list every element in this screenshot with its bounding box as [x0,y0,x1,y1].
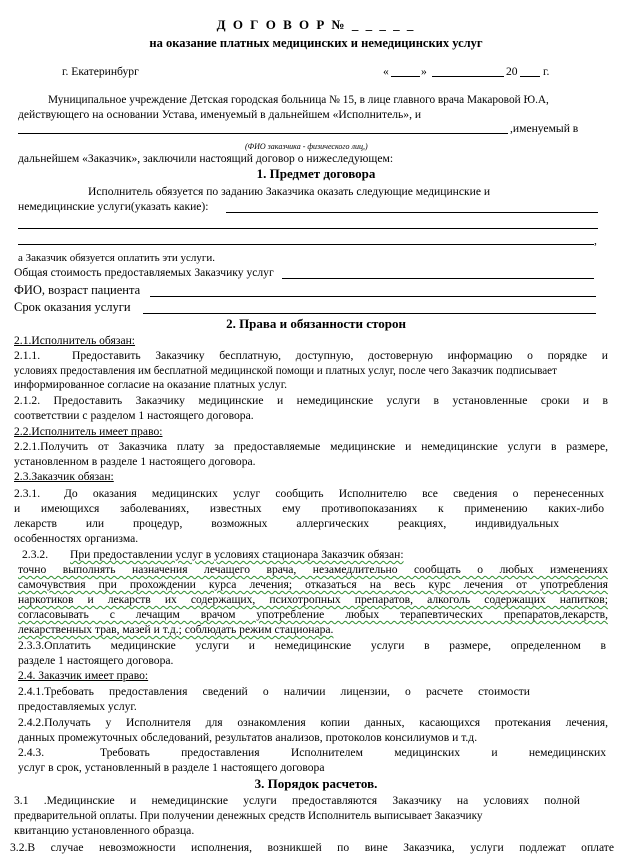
section-1-fio: ФИО, возраст пациента [14,283,141,297]
s23-heading: 2.3.Заказчик обязан: [14,470,114,483]
date-year-prefix: 20 [506,65,518,78]
s232-d: согласовывать с лечащим врачом употребление любых терапевтических препаратов,лекарств, [18,608,608,621]
s233-a: 2.3.3.Оплатить медицинские услуги и немедицинские услуги в размере, определенном в [18,639,606,652]
services-blank-2[interactable] [18,228,598,229]
s231-c: лекарств или процедур, возможных аллергических реакциях, индивидуальных [14,517,559,530]
s31-b: предварительной оплаты. При получении денежных средств Исполнитель выписывает Заказчику [14,810,483,822]
section-1-term: Срок оказания услуги [14,300,131,314]
fio-note: (ФИО заказчика - физического лиц,) [245,142,368,151]
section-1-p1: Исполнитель обязуется по заданию Заказчика оказать следующие медицинские и [88,185,491,198]
s31-c: квитанцию установленного образца. [14,824,195,837]
section-2-heading: 2. Права и обязанности сторон [226,316,406,331]
s212-b: соответствии с разделом 1 настоящего договора. [14,409,254,422]
s232-e: лекарственных трав, мазей и т.д.; соблюдать режим стационара. [18,623,334,636]
intro-line-3-end: ,именуемый в [510,122,579,135]
s243-a: Требовать предоставления Исполнителем медицинских и немедицинских [100,746,606,759]
s22-heading: 2.2.Исполнитель имеет право: [14,425,163,438]
s232-a: точно выполнять назначения лечащего врача, незамедлительно сообщать о любых изменениях [18,563,608,576]
cost-blank[interactable] [282,278,594,279]
intro-line-2: действующего на основании Устава, именуемый в дальнейшем «Исполнитель», и [18,108,422,121]
s232-num: 2.3.2. [22,548,49,561]
s242-b: данных промежуточных обследований, результатов анализов, протоколов консилиумов и т.д. [18,731,478,744]
s231-a: До оказания медицинских услуг сообщить Исполнителю все сведения о перенесенных [64,487,604,500]
s211-b: условиях предоставления им бесплатной медицинской помощи и платных услуг, после чего Заказчик подписывает [14,365,557,377]
city: г. Екатеринбург [62,65,139,78]
s221-b: установленном в разделе 1 настоящего договора. [14,455,256,468]
date-open-quote: « [383,65,389,78]
date-day-blank[interactable] [391,76,420,77]
section-3-heading: 3. Порядок расчетов. [254,776,378,791]
s232-b: самочувствия при прохождении курса лечения; отказаться на весь курс лечения от употребления [18,578,608,591]
s32-a: 3.2.В случае невозможности исполнения, возникшей по вине Заказчика, услуги подлежат оплате [10,841,614,854]
patient-blank[interactable] [150,296,596,297]
s232-c: наркотиков и лекарств их содержащих, психотропных препаратов, алкоголь содержащих напитков; [18,593,608,606]
intro-line-1: Муниципальное учреждение Детская городская больница № 15, в лице главного врача Макаровой Ю.А, [48,94,549,106]
section-1-p2: немедицинские услуги(указать какие): [18,200,209,213]
customer-name-blank[interactable] [18,133,508,134]
s221-a: 2.2.1.Получить от Заказчика плату за предоставляемые медицинские и немедицинские услуги в размере, [14,440,608,453]
s211-a: Предоставить Заказчику бесплатную, доступную, достоверную информацию о порядке и [72,349,608,362]
s243-num: 2.4.3. [18,746,45,759]
contract-subtitle: на оказание платных медицинских и немедицинских услуг [149,36,483,50]
s241-b: предоставляемых услуг. [18,700,137,713]
services-comma: , [594,234,597,247]
s231-num: 2.3.1. [14,487,41,500]
services-blank-1[interactable] [226,212,598,213]
term-blank[interactable] [143,313,596,314]
s241-a: 2.4.1.Требовать предоставления сведений о наличии лицензии, о расчете стоимости [18,685,530,698]
s21-heading: 2.1.Исполнитель обязан: [14,334,136,347]
date-month-blank[interactable] [432,76,504,77]
date-close-quote: » [421,65,427,78]
s211-c: информированное согласие на оказание платных услуг. [14,378,288,391]
s232-head: При предоставлении услуг в условиях стационара Заказчик обязан: [70,548,404,561]
s231-b: и имеющихся заболеваниях, известных ему противопоказаниях к применению каких-либо [14,502,604,515]
intro-line-4: дальнейшем «Заказчик», заключили настоящий договор о нижеследующем: [18,152,394,165]
s31-a: 3.1 .Медицинские и немедицинские услуги предоставляются Заказчику на условиях полной [14,794,580,807]
s211-num: 2.1.1. [14,349,41,362]
services-blank-3[interactable] [18,244,594,245]
s243-b: услуг в срок, установленный в разделе 1 настоящего договора [18,761,325,774]
s242-a: 2.4.2.Получать у Исполнителя для ознакомления копии данных, касающихся протекания лечения, [18,716,608,729]
date-year-blank[interactable] [520,76,540,77]
section-1-heading: 1. Предмет договора [256,166,376,181]
s212-a: 2.1.2. Предоставить Заказчику медицинские и немедицинские услуги в установленные сроки и в [14,394,608,407]
s233-b: разделе 1 настоящего договора. [18,654,174,667]
section-1-cost: Общая стоимость предоставляемых Заказчику услуг [14,266,274,279]
date-suffix: г. [543,65,550,78]
s24-heading: 2.4. Заказчик имеет право: [18,669,149,682]
s231-d: особенностях организма. [14,532,139,545]
contract-title: Д О Г О В О Р № _ _ _ _ _ [216,17,416,32]
section-1-pay: а Заказчик обязуется оплатить эти услуги. [18,252,216,264]
